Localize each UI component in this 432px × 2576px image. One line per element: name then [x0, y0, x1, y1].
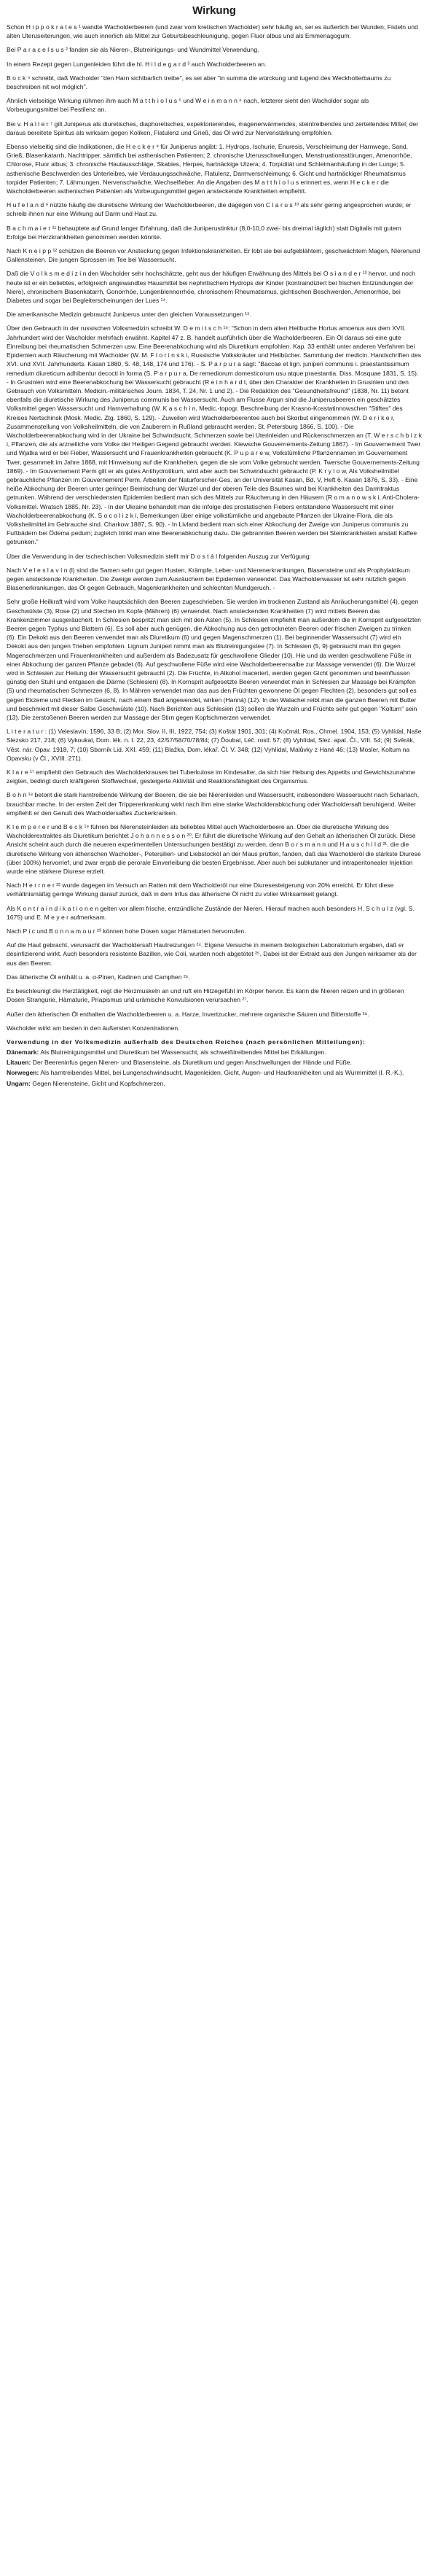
paragraph: Ähnlich vielseitige Wirkung rühmen ihm auch M a t t h i o l u s ⁵ und W e i n m a n n ⁶ nach, letzterer sieht den Wacholder sogar als Vorbeugungsmittel bei Pestilenz an.	[7, 97, 369, 114]
paragraph: Nach K n e i p p ¹² schützen die Beeren vor Ansteckung gegen Infektionskrankheiten. Er lobt sie bei aufgeblähtem, geschwächtem Magen, Nierenund Gallensteinen. Die jungen Sprossen im Tee bei Wassersucht.	[7, 247, 420, 264]
paragraph: Ebenso vielseitig sind die Indikationen, die H e c k e r ⁸ für Juniperus angibt: 1. Hydrops, Ischurie, Enuresis, Verschleimung der Harnwege, Sand, Grieß, Blasenkatarrh, Nachtripper, sämtlich bei asthenischen Patienten; 2. chronische Uterusschwellungen, Menstruationsstörungen, Amenorrhöe, Chlorose, Fluor albus; 3. chronische Hautausschläge, Skabies, Herpes, hartnäckige Ulzera; 4. Torpidität und Schleimanhäufung in der Lunge; 5. asthenische Beschwerden des Unterleibes, wie Verdauungsschwäche, Flatulenz, Darmverschleimung; 6. Gicht und hartnäckiger Rheumatismus torpider Patienten; 7. Lähmungen, Nervenschwäche, Wechselfieber. An die Angaben des M a t t h i o l u s erinnert es, wenn H e c k e r die Wacholderbeeren asthenischen Patienten als Vorbeugungsmittel gegen ansteckende Krankheiten empfiehlt.	[7, 143, 412, 195]
paragraph: Über den Gebrauch in der russischen Volksmedizin schreibt W. D e m i t s c h ¹⁶: "Schon in dem alten Heilbuche Hortus amoenus aus dem XVII. Jahrhundert wird der Wacholder mehrfach erwähnt. Kapitel 47 z. B. handelt ausführlich über die Wacholderbeeren. Ein Öl daraus sei eine gute Einreibung bei rheumatischen Schmerzen usw. Eine Beerenabkochung wird als Diuretikum empfohlen. Kap. 33 enthält unter anderen Verfahren bei Epidemien auch Räucherung mit Wacholder (W. M. F l o r i n s k i, Russische Volkskräuter und Heilbücher. Sammlung der medicin. Handschriften des XVI. und XVII. Jahrhunderts. Kasan 1880, S. 48, 148, 174 und 176). - S. P a r p u r a sagt: "Baccae et lign. juniperi communis i. praestantissimum remedium diureticum adhibentur decocti in forma (S. P a r p u r a, De remediorum domesticorum usu atque praestantia. Diss. Mosquae 1831, S. 15). - In Grusinien wird eine Beerenabkochung bei Wassersucht gebraucht (R e i n h a r d t, über den Charakter der Krankheiten in Grusinien und den Gebrauch von Volksmitteln. Medicin.-militärisches Journ. 1834, T. 24, Nr. 1 und 2). - Die Redaktion des "Gesundheitsfreund" (1838, Nr. 11) betont ebenfalls die diuretische Wirkung des Juniperus communis bei Wassersucht. Auch am Flusse Argun sind die Juniperusbeeren ein geschätztes Volksmittel gegen Wassersucht und Harnverhaltung (W. K a s c h i n, Medic.-topogr. Beschreibung der Krasno-Kosstatinnowschen "Stiftes" des Kreises Nertschinsk (Mosk. Medic. Ztg. 1860, S. 129). - Zuweilen wird Wacholderbeerentee auch bei Skorbut eingenommen (W. D e r i k e r, Zusammenstellung von Volksheilmitteln, die von Zauberern in Rußland gebraucht werden. St. Petersburg 1866, S. 100). - Die Wacholderbeerenabkochung wird in der Ukraine bei Schwindsucht, Schmerzen sowie bei Uterinleiden und Rückenschmerzen an (T. W e r s c h b i z k i, Pflanzen, die als arzneiliche vom Volke der Heiligen Gegend gebraucht werden. Kiewsche Gouvernements-Zeitung 1867). - Im Gouvernement Twer und Wjatka wird er bei Fieber, Wassersucht und Frauenkrankheiten gebraucht (K. P u p a r e w, Volkstümliche Pflanzennamen im Gouvernement Twer, gesammelt im Jahre 1868, mit Hinweisung auf die Krankheiten, gegen die sie vom Volke gebraucht werden. Twersche Gouvernements-Zeitung 1869). - Im Gouvernement Perm gilt er als gutes Antihydrotikum, wird aber auch bei Schwindsucht gebraucht (P. K r y l o w, Als Volksheilmittel gebrauchliche Pflanzen im Gouvernement Perm. Arbeiten der Naturforscher-Ges. an der Universität Kasan, Bd. V, Heft 6. Kasan 1876, S. 33). - Eine heiße Abkochung der Beeren unter geringer Beimischung der Wurzel und der oberen Teile des Baumes wird bei Krankheiten des Darmtraktus getrunken. Während der verschiedensten Epidemien bedient man sich des Mittels zur Räucherung in den Häusern (R o m a n o w s k i, Anti-Cholera-Volksmittel. Wratsch 1885, Nr. 23). - In der Ukraine behandelt man die infolge des prostatischen Fiebers entstandene Wassersucht mit einer Wacholderbeerenabkochung (K. S o c o l i z k i, Bemerkungen über einige volkstümliche und angebaute Pflanzen der Ukraine-Flora, die als Volksheilmittel im Gebrauche sind. Charkow 1887, S. 90). - In Livland bedient man sich einer Abkochung der Zweige von Juniperus communis zu Fußbädern bei Ödema pedum; zugleich trinkt man eine Beerenabkochung dazu. Die gebrannten Beeren werden bei Steinkrankheiten anstatt Kaffee getrunken."	[7, 324, 423, 546]
paragraph: K l e m p e r e r und B e c k ¹⁹ führen bei Nierensteinleiden als beliebtes Mittel auch Wacholderbeere an. Über die diuretische Wirkung des Wacholderextraktes als Diuretikum berichtet J o h a n n e s s o n ²⁰. Er führt die diuretische Wirkung auf den Gehalt an ätherischen Öl zurück. Diese Ansicht scheint auch durch die neueren experimentellen Untersuchungen bestätigt zu werden, denn B o r s m a n n und H a u s c h i l d ²¹, die die diuretische Wirkung von ätherischen Wacholder-, Petersilien- und Liebstocköl an der Maus prüften, fanden, daß das Wacholderöl die stärkste Diurese (über 100%) hervorrief, und zwar ergab die perorale Einverleibung die besten Ergebnisse. Aber auch bei subkutaner und intraperitonealer Injektion wurde eine stärkere Diurese erzielt.	[7, 823, 421, 876]
paragraph: Auf die Haut gebracht, verursacht der Wacholdersaft Hautreizungen ²⁴. Eigene Versuche in meinem biologischen Laboratorium ergaben, daß er desinfizierend wirkt. Auch besonders resistente Bazillen, wie Coli, wurden noch abgetötet ²⁵. Dabei ist der Extrakt aus den Jungen wirksamer als der aus den Beeren.	[7, 941, 417, 967]
country-name: Ungarn:	[7, 1079, 31, 1087]
paragraph: Die amerikanische Medizin gebraucht Juniperus unter den gleichen Voraussetzungen ¹⁵.	[7, 311, 252, 319]
literature-paragraph: L i t e r a t u r : (1) Veleslavín, 1596, 33 B; (2) Mor. Slov. II, III, 1922, 754; (3) Koštál 1901, 301; (4) Kočmál, Ros., Chmel. 1904, 153; (5) Vyhlídal, Naše Slezsko 217, 218; (6) Vykoukal, Dom. lék. n. I. 22, 23, 42/57/58/70/78/84; (7) Ďoubal, Léč. rostl. 57; (8) Vyhlídal, Slez. apat. Čl., VIII. 54; (9) Svěrák, Věst. nár. Opav. 1918, 7; (10) Sborník Lid. XXI. 459; (11) Blažka, Dom. lékař. Čl. V. 348; (12) Vyhlídal, Malůvky z Hané 46; (13) Mosler, Koltum na Opavsku (v Čl., XVIII. 271).	[7, 728, 422, 762]
paragraph: In einem Rezept gegen Lungenleiden führt die hl. H i l d e g a r d ³ auch Wacholderbeeren an.	[7, 60, 267, 68]
page-title: Wirkung	[192, 4, 236, 17]
country-name: Litauen:	[7, 1059, 31, 1067]
paragraph: Daß die V o l k s m e d i z i n den Wacholder sehr hochschätzte, geht aus der häufigen Erwähnung des Mittels bei O s i a n d e r ¹³ hervor, und noch heute ist er ein beliebtes, erfolgreich angewandtes Hausmittel bei nephritischem Hydrops der Kinder (kontraindiziert bei frischen Entzündungen der Niere), chronischem Blasenkatarrh, Gonorrhöe, Lungenblennorrhöe, chronischem Rheumatismus, gichtischen Beschwerden, Amenorrhöe, bei Diabetes und sogar bei Begleiterscheinungen der Lues ¹⁴.	[7, 270, 415, 305]
body-text	[7, 23, 422, 1032]
country-name: Norwegen:	[7, 1069, 39, 1077]
country-entry-hungary	[7, 1079, 422, 1088]
paragraph: Wacholder wirkt am besten in den äußersten Konzentrationen.	[7, 1024, 180, 1032]
country-text: Als Blutreinigungsmittel und Diuretikum bei Wassersucht, als schweißtreibendes Mittel bei Erkältungen.	[39, 1048, 326, 1056]
paragraph: Schon H i p p o k r a t e s ¹ wandte Wacholderbeeren (und zwar vom kretischen Wacholder) sehr häufig an, sei es äußerlich bei Wunden, Fisteln und alten Uteruseiterungen, wie auch innerlich als Mittel zur Geburtsbeschleunigung, gegen Fluor albus und als Emmenagogum.	[7, 23, 418, 40]
paragraph: Bei v. H a l l e r ⁷ gilt Juniperus als diuretisches, diaphoretisches, expektorierendes, magenerwärmendes, steintreibendes und zerteilendes Mittel; der daraus bereitete Spiritus als wirksam gegen Koliken, Flatulenz und Grieß, das Öl wird zur Nervenstärkung empfohlen.	[7, 120, 419, 136]
country-entry-lithuania	[7, 1058, 422, 1067]
country-text: Als harntreibendes Mittel, bei Lungenschwindsucht, Magenleiden, Gicht, Augen- und Hautkrankheiten und als Wurmmittel (I. R.-K.).	[39, 1069, 404, 1077]
section-title: Verwendung in der Volksmedizin außerhalb des Deutschen Reiches (nach persönlichen Mitteilungen):	[7, 1038, 366, 1046]
country-text: Gegen Nierensteine, Gicht und Kopfschmerzen.	[30, 1079, 165, 1087]
paragraph: B o h n ¹⁸ betont die stark harntreibende Wirkung der Beeren, die sie bei Nierenleiden und Wassersucht, insbesondere Wassersucht nach Scharlach, brauchbar mache. In der ersten Zeit der Trippererkrankung wirkt nach ihm eine starke Wacholderabkochung oder Wacholdersaft beruhigend. Weiter empfiehlt er den Genuß des Wacholdersaftes Zuckerkranken.	[7, 791, 420, 817]
country-entry-norway	[7, 1068, 422, 1077]
document-page	[0, 4, 432, 1088]
paragraph: Bei P a r a c e l s u s ² fanden sie als Nieren-, Blutreinigungs- und Wundmittel Verwendung.	[7, 46, 259, 54]
country-list	[7, 1048, 422, 1088]
paragraph: B a c h m a i e r ¹¹ behauptete auf Grund langer Erfahrung, daß die Juniperustinktur (8,0-10,0 zwei- bis dreimal täglich) statt Digitalis mit gutem Erfolge bei Herzkrankheiten genommen werden könnte.	[7, 224, 401, 241]
country-text: Der Beereninfus gegen Nieren- und Blasensteine, als Diuretikum und gegen Anschwellungen der Hände und Füße.	[31, 1059, 352, 1067]
paragraph: K l a r e ¹⁷ empfiehlt den Gebrauch des Wacholderkrauses bei Tuberkulose im Kindesalter, da sich hier Hebung des Appetits und Gewichtszunahme zeigten, bedingt durch kräftigeren Stoffwechsel, gesteigerte Aktivität und Reaktionsfähigkeit des Organismus.	[7, 768, 416, 785]
paragraph: Über die Verwendung in der tschechischen Volksmedizin stellt mir D o s t á l folgenden Auszug zur Verfügung:	[7, 552, 311, 560]
paragraph: Sehr große Heilkraft wird vom Volke hauptsächlich den Beeren zugeschrieben. Sie werden im trockenen Zustand als Anräucherungsmittel (4), gegen Geschwülste (3), Rose (2) und Stechen im Kopfe (Mähren) (6) verwendet. Nach ansteckenden Krankheiten (7) wird mittels Beeren das Krankenzimmer ausgeräuchert. In Schlesien bespritzt man sich mit den Asten (5). In Schlesien empfiehlt man außerdem die in Kornsprit aufgesetzten Beeren gegen Typhus und Blattern (6). Es soll aber auch genügen, die Abkochung aus den getrockneten Beeren oder frischen Zweigen zu trinken (6). Ein Dekokt aus den Beeren verwendet man als Diuretikum (6) und gegen Magenschmerzen (1). Bei beginnender Wassersucht (7) wird ein Dekokt aus den jungen Trieben empfohlen. Lignum Juniperi nimmt man als Blutreinigungstee (7). In Schlesien (5, 9) gebraucht man ihn gegen Magenschmerzen und Frauenkrankheiten und außerdem als Badezusatz für geschwollene Glieder (10). Hie und da werden geschwollene Füße in einer Abkochung der ganzen Pflanze gebadet (6). Auf geschwollene Füße wird eine Wacholderbeerensalbe zur Massage verwendet (6). Die Wurzel wird in Schlesien zur Heilung der Wassersucht gebraucht (2). Die Früchte, in Alkohol maceriert, werden gegen Gicht genommen und beeinflussen günstig den Stuhl und entgasen die Därme (Schlesien) (8). In Kornsprit aufgesetzte Beeren verwendet man in Schlesien zur Massage bei Krämpfen (5) und rheumatischen Schmerzen (6, 8). In Mähren verwendet man das aus den Früchten gewonnene Öl gegen Flechten (2), besonders gut soll es gegen Ekzeme und Flecken im Gesicht, nach einem Bad angewendet, wirken (Hanná) (12). In der Walachei reibt man die ganzen Beeren mit Butter und beschmiert mit dieser Salbe Geschwülste (10). Nach Berichten aus Schlesien (13) sollen die Wurzeln und Früchte sehr gut gegen "Kolturn" sein (13). Die zerstoßenen Beeren werden zur Massage der Stirn gegen Kopfschmerzen verwendet.	[7, 598, 421, 722]
paragraph: Es beschleunigt die Herztätigkeit, regt die Herzmuskeln an und ruft ein Hitzegefühl im Körper hervor. Es kann die Nieren reizen und in größeren Dosen Strangurie, Hämaturie, Priapismus und urämische Konvulsionen verursachen ²⁷.	[7, 987, 404, 1004]
paragraph: H u f e l a n d ⁹ nützte häufig die diuretische Wirkung der Wacholderbeeren, die dagegen von C l a r u s ¹⁰ als sehr gering angesprochen wurde; er schreib ihnen nur eine Wirkung auf Darm und Haut zu.	[7, 201, 412, 218]
paragraph: Das ätherische Öl enthält u. a. α-Pinen, Kadinen und Camphen ²⁶.	[7, 973, 190, 981]
paragraph: Nach P i c und B o n n a m o u r ²³ können hohe Dosen sogar Hämaturien hervorrufen.	[7, 927, 246, 935]
country-name: Dänemark:	[7, 1048, 39, 1056]
paragraph: Nach H e r r n e r ²² wurde dagegen im Versuch an Ratten mit dem Wacholderöl nur eine Diuresesteigerung von 20% erreicht. Er führt diese verhältnismäßig geringe Wirkung darauf zurück, daß in dem Infus das ätherische Öl nicht zu voller Wirksamkeit gelangt.	[7, 882, 394, 898]
paragraph: Nach V e l e s l a v í n (l) sind die Samen sehr gut gegen Husten, Krämpfe, Leber- und Nierenerkrankungen, Blasensteine und als Prophylaktikum gegen ansteckende Krankheiten. Die Zweige werden zum Ausräuchern bei Epidemien verwendet. Das Wacholderwasser ist sehr nützlich gegen Blasenerkrankungen, das Öl gegen Gebrauch, Magenkrankheiten und schlechten Mundgeruch. -	[7, 566, 410, 592]
paragraph: Als K o n t r a i n d i k a t i o n e n gelten vor allem frische, entzündliche Zustände der Nieren. Hierauf machen auch besonders H. S c h u l z (vgl. S. 1675) und E. M e y e r aufmerksam.	[7, 904, 415, 921]
paragraph: Außer den ätherischen Öl enthalten die Wacholderbeeren u. a. Harze, Invertzucker, mehrere organische Säuren und Bitterstoffe ²⁸.	[7, 1010, 369, 1018]
paragraph: B o c k ⁴ schreibt, daß Wacholder "den Harn sichtbarlich treibe", es sei aber "in summa die würckung und tugend des Weckholterbaums zu beschreiben nit wol möglich".	[7, 74, 391, 91]
country-entry-denmark	[7, 1048, 422, 1057]
